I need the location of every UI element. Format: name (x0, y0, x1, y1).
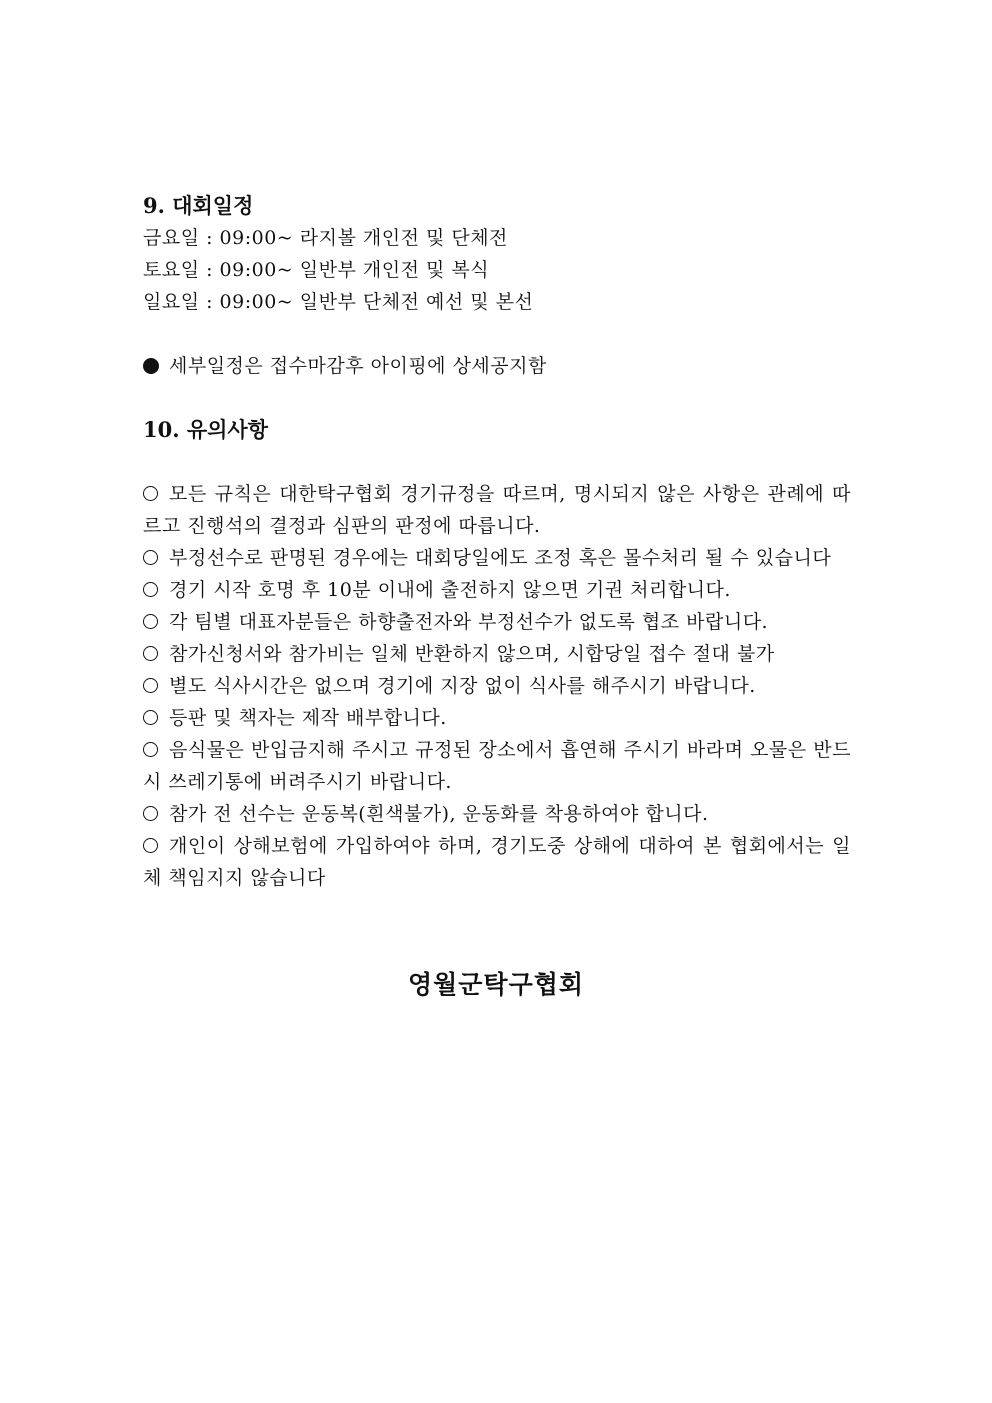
section-10-heading: 10. 유의사항 (143, 417, 268, 442)
hollow-circle-bullet-icon (143, 646, 158, 661)
document-body (143, 190, 851, 894)
hollow-circle-bullet-icon (143, 742, 158, 757)
list-item (143, 574, 851, 606)
precautions-list (143, 478, 851, 894)
schedule-note (143, 350, 851, 382)
list-item (143, 478, 851, 542)
filled-circle-bullet-icon (143, 358, 159, 374)
list-item (143, 542, 851, 574)
schedule-list (143, 222, 851, 318)
list-item (143, 798, 851, 830)
list-item-text: 각 팀별 대표자분들은 하향출전자와 부정선수가 없도록 협조 바랍니다. (169, 611, 769, 633)
list-item-text: 경기 시작 호명 후 10분 이내에 출전하지 않으면 기권 처리합니다. (169, 579, 731, 601)
schedule-saturday: 토요일 : 09:00~ 일반부 개인전 및 복식 (143, 259, 490, 281)
list-item-text: 모든 규칙은 대한탁구협회 경기규정을 따르며, 명시되지 않은 사항은 관례에 따르고 진행석의 결정과 심판의 판정에 따릅니다. (143, 483, 851, 537)
hollow-circle-bullet-icon (143, 806, 158, 821)
list-item (143, 638, 851, 670)
hollow-circle-bullet-icon (143, 582, 158, 597)
section-9-heading: 9. 대회일정 (143, 193, 254, 218)
hollow-circle-bullet-icon (143, 486, 158, 501)
list-item-text: 참가신청서와 참가비는 일체 반환하지 않으며, 시합당일 접수 절대 불가 (169, 643, 775, 665)
list-item-text: 별도 식사시간은 없으며 경기에 지장 없이 식사를 해주시기 바랍니다. (169, 675, 756, 697)
hollow-circle-bullet-icon (143, 678, 158, 693)
schedule-note-text: 세부일정은 접수마감후 아이핑에 상세공지함 (169, 355, 547, 377)
organization-name: 영월군탁구협회 (407, 970, 585, 999)
list-item (143, 606, 851, 638)
schedule-friday: 금요일 : 09:00~ 라지볼 개인전 및 단체전 (143, 227, 508, 249)
list-item (143, 670, 851, 702)
list-item-text: 부정선수로 판명된 경우에는 대회당일에도 조정 혹은 몰수처리 될 수 있습니다 (169, 547, 832, 569)
list-item (143, 830, 851, 894)
list-item-text: 음식물은 반입금지해 주시고 규정된 장소에서 흡연해 주시기 바라며 오물은 반드시 쓰레기통에 버려주시기 바랍니다. (143, 739, 851, 793)
hollow-circle-bullet-icon (143, 614, 158, 629)
list-item-text: 등판 및 책자는 제작 배부합니다. (169, 707, 447, 729)
list-item (143, 702, 851, 734)
list-item-text: 참가 전 선수는 운동복(흰색불가), 운동화를 착용하여야 합니다. (169, 803, 709, 825)
list-item (143, 734, 851, 798)
hollow-circle-bullet-icon (143, 838, 158, 853)
list-item-text: 개인이 상해보험에 가입하여야 하며, 경기도중 상해에 대하여 본 협회에서는 일체 책임지지 않습니다 (143, 835, 851, 889)
hollow-circle-bullet-icon (143, 550, 158, 565)
schedule-sunday: 일요일 : 09:00~ 일반부 단체전 예선 및 본선 (143, 291, 534, 313)
hollow-circle-bullet-icon (143, 710, 158, 725)
